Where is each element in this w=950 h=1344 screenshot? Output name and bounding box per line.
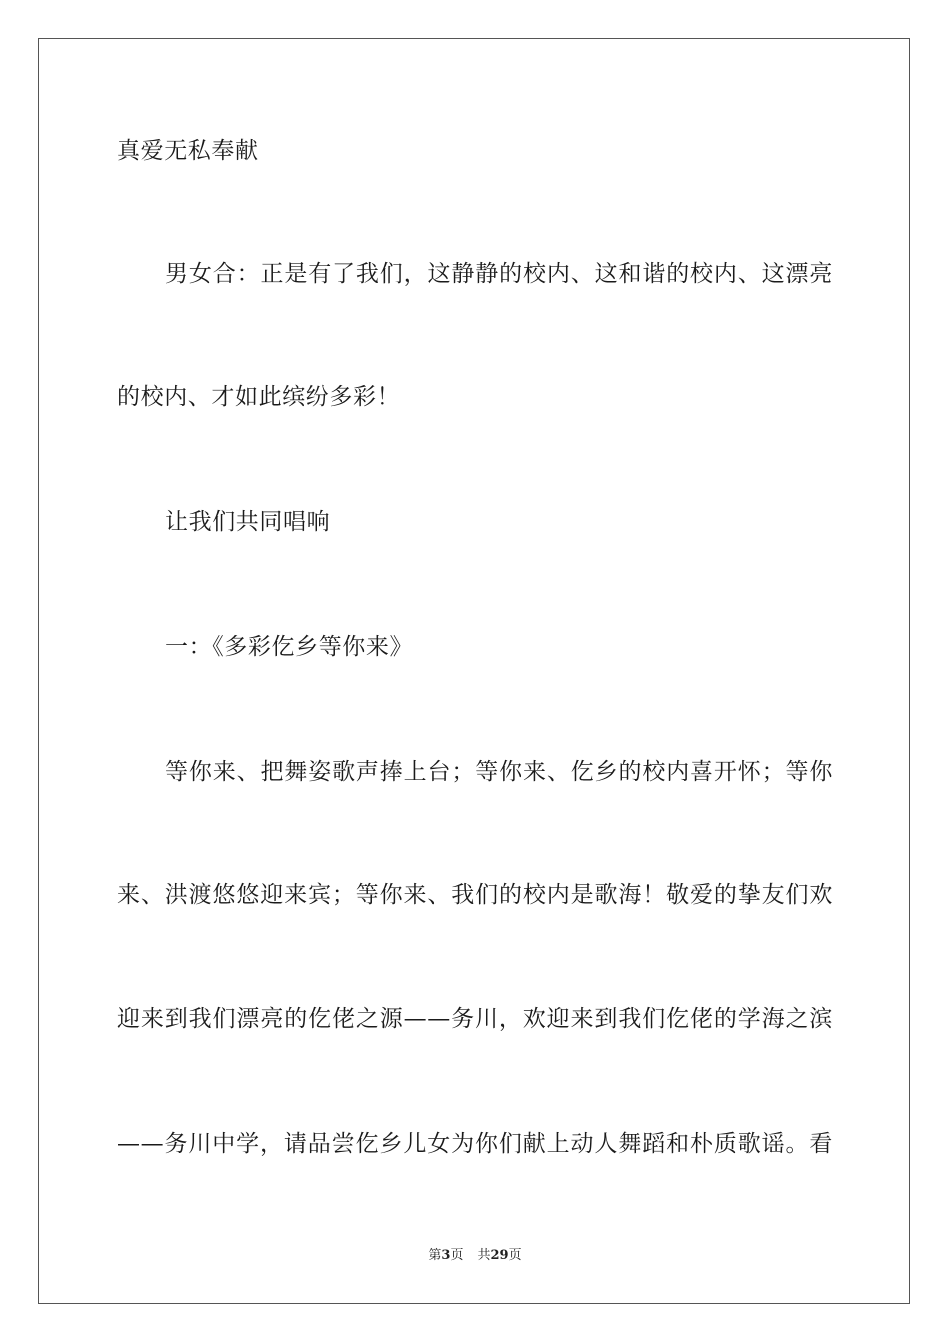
text-line-5: 一：《多彩仡乡等你来》 [165,634,414,660]
text-line-1: 真爱无私奉献 [117,138,259,164]
text-line-9: ——务川中学，请品尝仡乡儿女为你们献上动人舞蹈和朴质歌谣。看 [117,1131,833,1157]
total-prefix: 共 [477,1248,491,1263]
page-footer [0,1247,950,1265]
page-suffix: 页 [450,1248,464,1263]
text-line-8: 迎来到我们漂亮的仡佬之源——务川，欢迎来到我们仡佬的学海之滨 [117,1006,833,1032]
text-line-4: 让我们共同唱响 [165,509,331,535]
page-number: 3 [441,1248,451,1263]
page-border [38,38,910,1304]
total-suffix: 页 [508,1248,522,1263]
text-line-3: 的校内、才如此缤纷多彩！ [117,384,401,410]
total-pages: 29 [490,1248,509,1263]
text-line-7: 来、洪渡悠悠迎来宾；等你来、我们的校内是歌海！敬爱的挚友们欢 [117,882,833,908]
page-prefix: 第 [428,1248,442,1263]
text-line-2: 男女合：正是有了我们，这静静的校内、这和谐的校内、这漂亮 [165,261,833,287]
text-line-6: 等你来、把舞姿歌声捧上台；等你来、仡乡的校内喜开怀；等你 [165,759,833,785]
